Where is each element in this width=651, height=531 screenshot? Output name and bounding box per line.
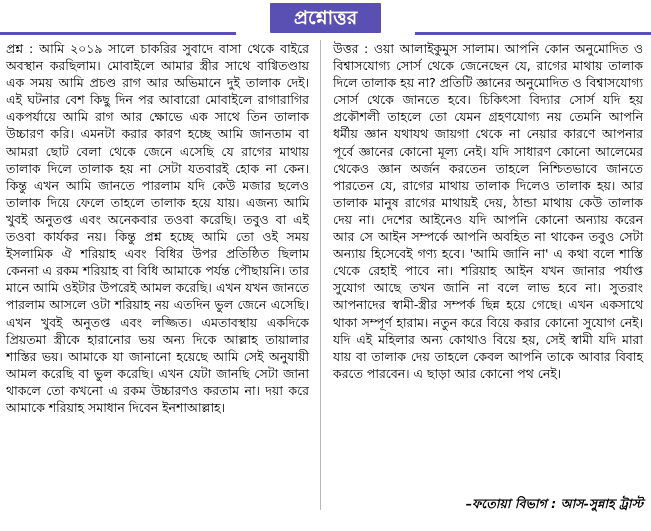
page-title: প্রশ্নোত্তর	[270, 3, 381, 33]
column-divider	[320, 40, 321, 510]
signature: –ফতোয়া বিভাগ : আস-সুন্নাহ ট্রাস্ট	[465, 496, 643, 511]
header	[0, 0, 651, 36]
question-text: প্রশ্ন : আমি ২০১৯ সালে চাকরির সুবাদে বাসা থেকে বাইরে অবস্থান করছিলাম। মোবাইলে আমার স্ত্রীর সাথে বাগ্বিতণ্ডায় এক সময় আমি প্রচণ্ড রাগ আর অভিমানে দুই তালাক দেই। এই ঘটনার বেশ কিছু দিন পর আবারো মোবাইলে রাগারাগির একপর্যায়ে আমি রাগ আর ক্ষোভে এক সাথে তিন তালাক উচ্চারণ করি। এমনটা করার কারণ হচ্ছে আমি জানতাম বা আমরা ছোট বেলা থেকে জেনে এসেছি যে রাগের মাথায় তালাক দিলে তালাক হয় না সেটা যতবারই হোক না কেন। কিন্তু এখন আমি জানতে পারলাম যদি কেউ মজার ছলেও তালাক দিয়ে ফেলে তাহলে তালাক হয়ে যায়। এজন্য আমি খুবই অনুতপ্ত এবং অনেকবার তওবা করেছি। তবুও বা এই তওবা কার্যকর নয়। কিন্তু প্রশ্ন হচ্ছে আমি তো ওই সময় ইসলামিক ঐ শরিয়াহ এবং বিধির উপর প্রতিষ্ঠিত ছিলাম কেননা এ রকম শরিয়াহ বা বিধি আমাকে পর্যন্ত পৌছায়নি। তার মানে আমি ওইটার উপরেই আমল করেছি। এখন যখন জানতে পারলাম আসলে ওটা শরিয়াহ নয় এতদিন ভুল জেনে এসেছি। এখন খুবই অনুতপ্ত এবং লজ্জিত। এমতাবস্থায় একদিকে প্রিয়তমা স্ত্রীকে হারানোর ভয় অন্য দিকে আল্লাহ তায়ালার শাস্তির ভয়। আমাকে যা জানানো হয়েছে আমি সেই অনুযায়ী আমল করেছি বা ভুল করেছি। এখন যেটা জানছি সেটা জানা থাকলে তো কখনো এ রকম উচ্চারণও করতাম না। দয়া করে আমাকে শরিয়াহ সমাধান দিবেন ইনশাআল্লাহ।	[6, 41, 309, 415]
header-rule-right	[415, 32, 651, 35]
header-rule-left	[0, 32, 236, 35]
answer-text: উত্তর : ওয়া আলাইকুমুস সালাম। আপনি কোন অনুমোদিত ও বিশ্বাসযোগ্য সোর্স থেকে জেনেছেন যে, রাগের মাথায় তালাক দিলে তালাক হয় না? প্রতিটি জ্ঞানের অনুমোদিত ও বিশ্বাসযোগ্য সোর্স থেকে জানতে হবে। চিকিৎসা বিদ্যার সোর্স যদি হয় প্রকৌশলী তাহলে তো যেমন গ্রহণযোগ্য নয় তেমনি আপনি ধর্মীয় জ্ঞান যথাযথ জায়গা থেকে না নেয়ার কারণে আপনার পূর্বে জ্ঞানের কোনো মূল্য নেই। যদি সাধারণ কোনো আলেমের থেকেও জ্ঞান অর্জন করতেন তাহলে নিশ্চিতভাবে জানতে পারতেন যে, রাগের মাথায় তালাক দিলেও তালাক হয়। আর তালাক মানুষ রাগের মাথায়ই দেয়, ঠান্ডা মাথায় কেউ তালাক দেয় না। দেশের আইনেও যদি আপনি কোনো অন্যায় করেন আর সে আইন সম্পর্কে আপনি অবহিত না থাকেন তবুও সেটা অন্যায় হিসেবেই গণ্য হবে। 'আমি জানি না' এ কথা বলে শাস্তি থেকে রেহাই পাবে না। শরিয়াহ আইন যখন জানার পর্যাপ্ত সুযোগ আছে তখন জানি না বলে লাভ হবে না। সুতরাং আপনাদের স্বামী-স্ত্রীর সম্পর্ক ছিন্ন হয়ে গেছে। এখন একসাথে থাকা সম্পূর্ণ হারাম। নতুন করে বিয়ে করার কোনো সুযোগ নেই। যদি এই মহিলার অন্য কোথাও বিয়ে হয়, সেই স্বামী যদি মারা যায় বা তালাক দেয় তাহলে কেবল আপনি তাকে আবার বিবাহ করতে পারবেন। এ ছাড়া আর কোনো পথ নেই।	[333, 41, 643, 381]
